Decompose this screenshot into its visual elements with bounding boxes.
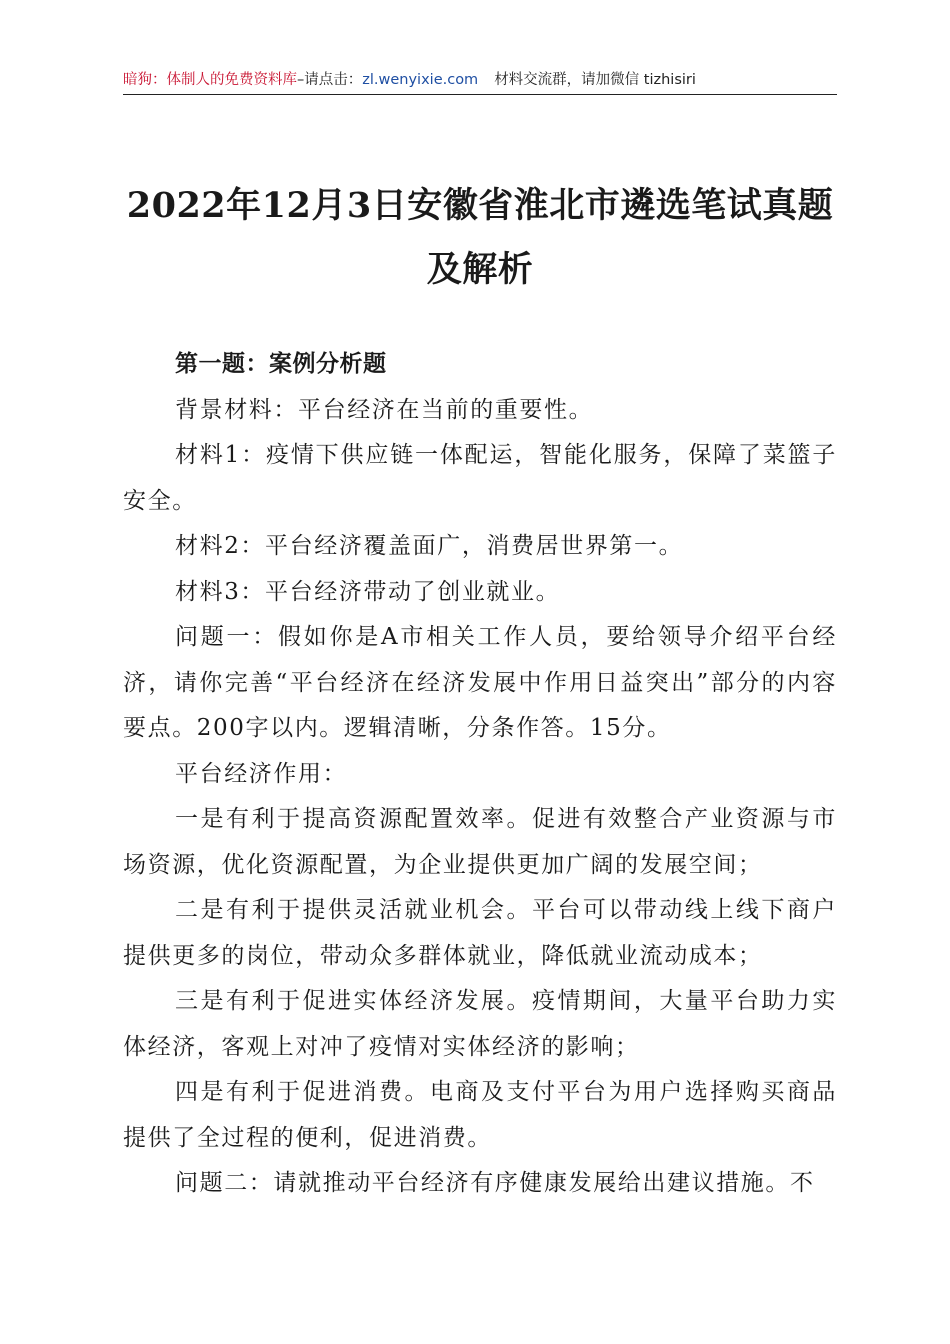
paragraph: 三是有利于促进实体经济发展。疫情期间，大量平台助力实体经济，客观上对冲了疫情对实体经济的影响； [123, 988, 837, 1060]
paragraph: 材料3：平台经济带动了创业就业。 [175, 578, 561, 605]
header-prompt: –请点击： [297, 72, 363, 88]
question-heading: 第一题：案例分析题 [175, 351, 387, 377]
paragraph: 四是有利于促进消费。电商及支付平台为用户选择购买商品提供了全过程的便利，促进消费。 [123, 1079, 837, 1151]
header-contact: 材料交流群，请加微信 tizhisiri [494, 72, 696, 88]
paragraph: 材料1：疫情下供应链一体配运，智能化服务，保障了菜篮子安全。 [123, 442, 837, 514]
document-title-line-1: 2022年12月3日安徽省淮北市遴选笔试真题 [126, 185, 834, 226]
header-url-link[interactable]: zl.wenyixie.com [362, 72, 479, 88]
paragraph: 平台经济作用： [175, 760, 348, 787]
document-title-line-2: 及解析 [426, 249, 534, 290]
paragraph: 一是有利于提高资源配置效率。促进有效整合产业资源与市场资源，优化资源配置，为企业提供更加广阔的发展空间； [123, 806, 837, 878]
header-brand: 暗狗：体制人的免费资料库 [123, 72, 297, 88]
paragraph: 材料2：平台经济覆盖面广，消费居世界第一。 [175, 533, 684, 559]
paragraph: 背景材料：平台经济在当前的重要性。 [175, 396, 594, 423]
paragraph: 二是有利于提供灵活就业机会。平台可以带动线上线下商户提供更多的岗位，带动众多群体就业，降低就业流动成本； [123, 897, 837, 969]
paragraph: 问题二：请就推动平台经济有序健康发展给出建议措施。不 [175, 1170, 815, 1196]
document-body [123, 342, 837, 1207]
paragraph: 问题一：假如你是A市相关工作人员，要给领导介绍平台经济，请你完善“平台经济在经济发展中作用日益突出”部分的内容要点。200字以内。逻辑清晰，分条作答。15分。 [123, 624, 837, 741]
page-header [123, 66, 837, 95]
